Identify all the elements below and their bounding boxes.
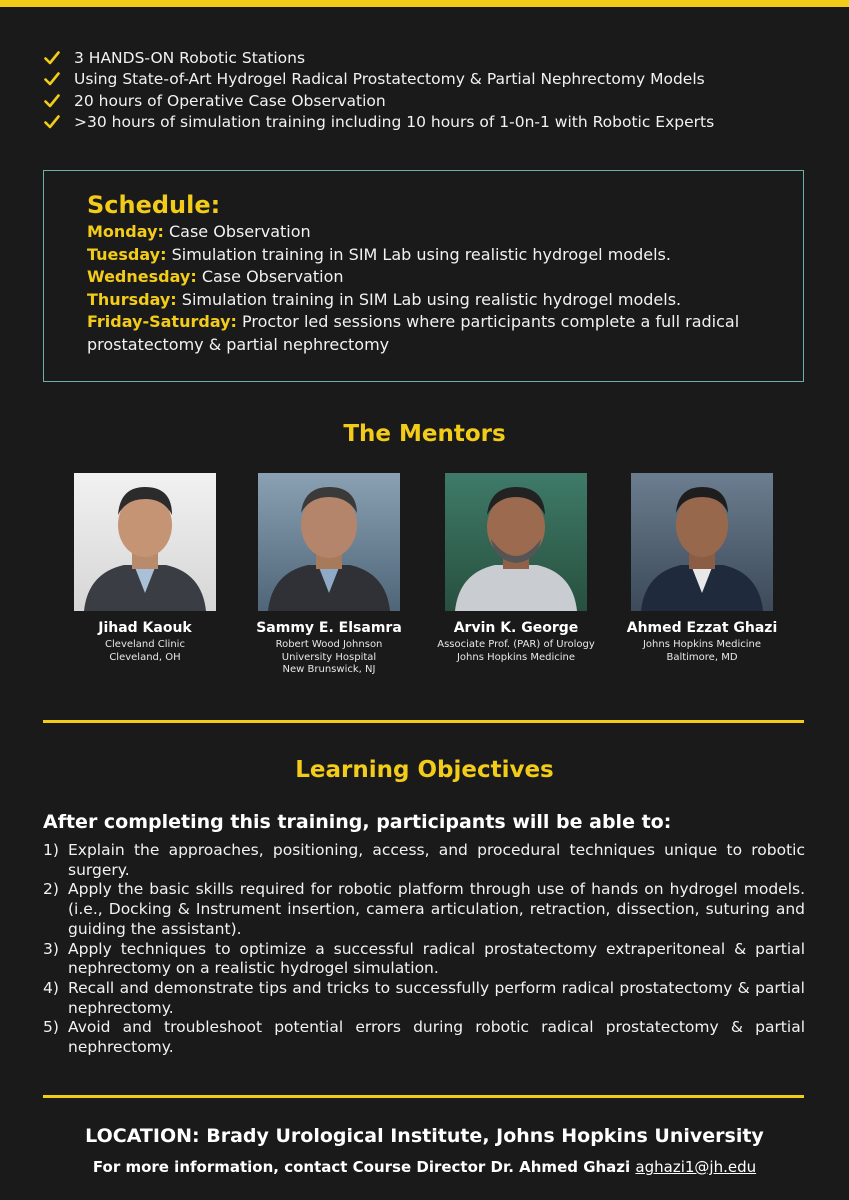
- affiliation-line: Associate Prof. (PAR) of Urology: [437, 639, 595, 650]
- objective-text: Avoid and troubleshoot potential errors during robotic radical prostatectomy & partial nephrectomy.: [68, 1018, 805, 1057]
- mentor-card: [234, 473, 424, 677]
- objective-text: Recall and demonstrate tips and tricks to successfully perform radical prostatectomy & partial nephrectomy.: [68, 978, 805, 1017]
- schedule-activity: Simulation training in SIM Lab using realistic hydrogel models.: [176, 289, 682, 309]
- feature-item: [44, 47, 714, 69]
- mentor-card: [421, 473, 611, 664]
- schedule-activity: Case Observation: [163, 222, 311, 241]
- mentor-photo: [631, 473, 773, 611]
- mentors-heading: The Mentors: [343, 421, 506, 447]
- affiliation-line: New Brunswick, NJ: [282, 664, 376, 675]
- schedule-day: Wednesday:: [87, 267, 197, 287]
- checkmark-icon: [44, 115, 60, 129]
- top-accent-bar: [0, 0, 849, 7]
- schedule-row: [87, 266, 777, 289]
- affiliation-line: Johns Hopkins Medicine: [456, 651, 576, 663]
- schedule-row: [87, 244, 777, 267]
- learning-objectives-intro: After completing this training, participants will be able to:: [43, 811, 672, 833]
- mentor-affiliation: [234, 639, 424, 677]
- objectives-list: [43, 841, 805, 1058]
- schedule-day: Thursday:: [87, 289, 177, 309]
- mentor-name: Arvin K. George: [453, 620, 579, 636]
- schedule-row: [87, 221, 777, 244]
- feature-text: Using State-of-Art Hydrogel Radical Prostatectomy & Partial Nephrectomy Models: [74, 70, 705, 89]
- affiliation-line: Baltimore, MD: [666, 651, 738, 663]
- affiliation-line: University Hospital: [281, 651, 377, 663]
- affiliation-line: Johns Hopkins Medicine: [642, 639, 762, 650]
- mentor-affiliation: [421, 639, 611, 664]
- objective-text: Apply techniques to optimize a successful radical prostatectomy extraperitoneal & partial nephrectomy on a realistic hydrogel simulation.: [68, 939, 805, 978]
- feature-item: [44, 90, 714, 112]
- objective-item: [43, 940, 805, 979]
- objective-item: [43, 841, 805, 880]
- checkmark-icon: [44, 72, 60, 86]
- schedule-activity: Case Observation: [196, 267, 344, 287]
- mentor-name: Ahmed Ezzat Ghazi: [626, 620, 778, 636]
- mentor-name: Jihad Kaouk: [98, 620, 192, 636]
- objective-text: Explain the approaches, positioning, access, and procedural techniques unique to robotic surgery.: [68, 841, 805, 879]
- mentor-photo: [74, 473, 216, 611]
- feature-item: [44, 112, 714, 134]
- feature-text: 3 HANDS-ON Robotic Stations: [74, 48, 306, 67]
- feature-list: [44, 47, 714, 133]
- objective-number: 1): [43, 841, 59, 859]
- affiliation-line: Cleveland, OH: [109, 651, 181, 663]
- objective-number: 3): [43, 939, 59, 958]
- schedule-rows: [87, 221, 777, 357]
- objective-item: [43, 979, 805, 1018]
- schedule-box: [43, 170, 804, 382]
- mentor-affiliation: [50, 639, 240, 664]
- feature-item: [44, 69, 714, 91]
- affiliation-line: Cleveland Clinic: [105, 639, 185, 650]
- schedule-day: Tuesday:: [87, 244, 167, 264]
- objective-item: [43, 1018, 805, 1057]
- mentor-photo: [258, 473, 400, 611]
- divider: [43, 720, 804, 723]
- email-link[interactable]: aghazi1@jh.edu: [635, 1158, 757, 1176]
- affiliation-line: Robert Wood Johnson: [275, 639, 383, 650]
- feature-text: 20 hours of Operative Case Observation: [74, 91, 386, 110]
- objective-item: [43, 880, 805, 939]
- mentor-affiliation: [607, 639, 797, 664]
- location-text: LOCATION: Brady Urological Institute, Johns Hopkins University: [85, 1125, 764, 1147]
- objective-number: 4): [43, 978, 59, 997]
- objective-text: Apply the basic skills required for robotic platform through use of hands on hydrogel models. (i.e., Docking & Instrument insertion, camera articulation, retraction, dissection, suturing and guiding the assistant).: [68, 880, 805, 938]
- schedule-row: [87, 289, 777, 312]
- objective-number: 5): [43, 1018, 59, 1037]
- contact-text: For more information, contact Course Director Dr. Ahmed Ghazi: [92, 1158, 636, 1176]
- objective-number: 2): [43, 880, 59, 899]
- learning-objectives-heading: Learning Objectives: [295, 757, 554, 783]
- mentor-card: [50, 473, 240, 664]
- checkmark-icon: [44, 94, 60, 108]
- schedule-day: Friday-Saturday:: [87, 312, 237, 332]
- schedule-activity: Simulation training in SIM Lab using realistic hydrogel models.: [166, 244, 671, 264]
- schedule-row: [87, 311, 777, 356]
- schedule-activity: Proctor led sessions where participants complete a full radical prostatectomy & partial nephrectomy: [87, 312, 740, 354]
- schedule-day: Monday:: [87, 222, 164, 241]
- feature-text: >30 hours of simulation training including 10 hours of 1-0n-1 with Robotic Experts: [74, 113, 715, 132]
- schedule-heading: Schedule:: [87, 191, 221, 219]
- checkmark-icon: [44, 51, 60, 65]
- mentor-photo: [445, 473, 587, 611]
- mentor-card: [607, 473, 797, 664]
- mentor-name: Sammy E. Elsamra: [256, 620, 402, 636]
- divider: [43, 1095, 804, 1098]
- contact-line: [0, 1158, 849, 1176]
